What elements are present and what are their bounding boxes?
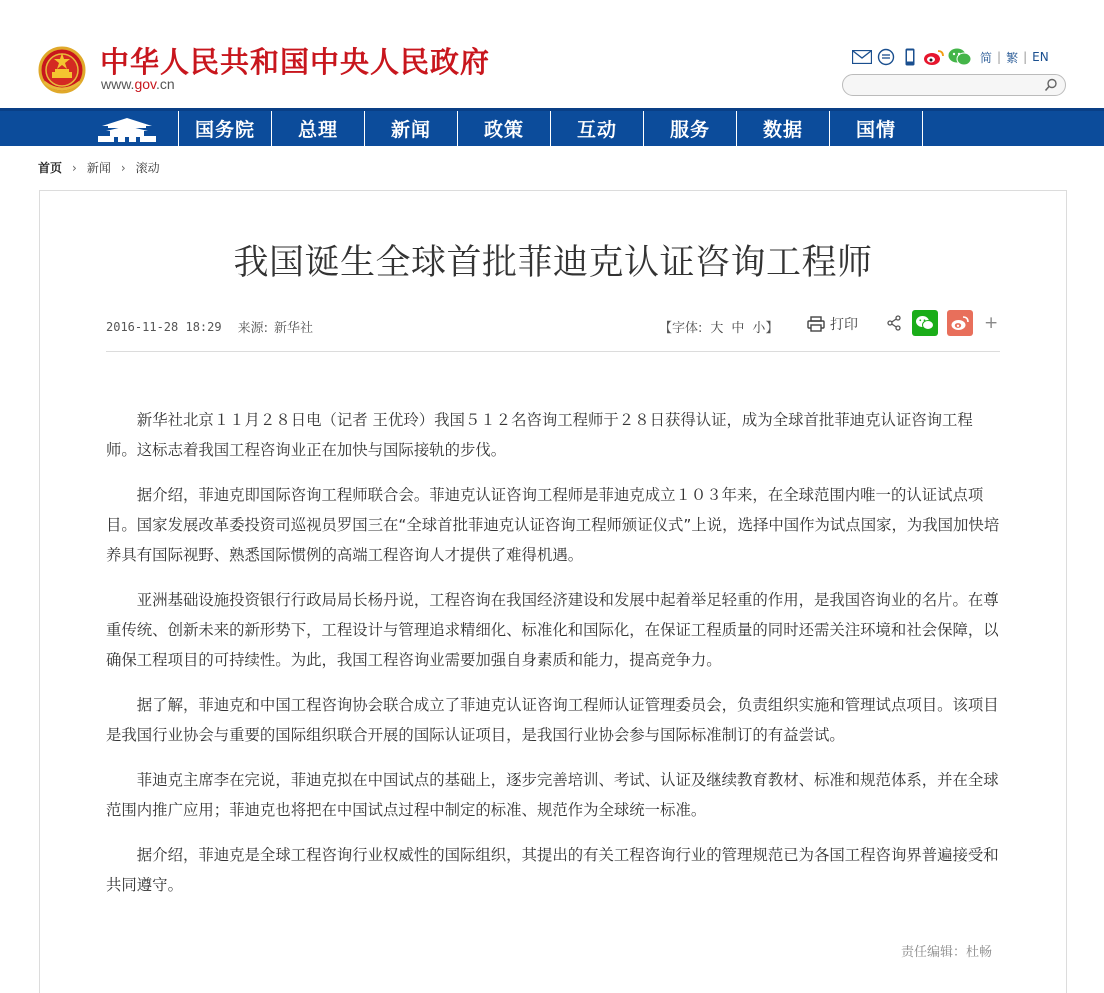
article-container (39, 190, 1067, 993)
publish-date: 2016-11-28 18:29 (106, 319, 222, 334)
url-prefix: www. (101, 76, 135, 92)
font-size-label: 【字体: (659, 321, 703, 336)
nav-item-services[interactable]: 服务 (644, 111, 737, 146)
site-url[interactable] (101, 76, 175, 92)
article-paragraph: 据介绍，菲迪克是全球工程咨询行业权威性的国际组织，其提出的有关工程咨询行业的管理规范已为各国工程咨询界普遍接受和共同遵守。 (106, 846, 999, 894)
printer-icon (807, 316, 825, 332)
mail-icon[interactable] (851, 47, 873, 67)
breadcrumb (38, 159, 160, 176)
search-input[interactable] (853, 77, 1033, 93)
url-suffix: .cn (156, 76, 175, 92)
weibo-share-icon[interactable] (947, 310, 973, 336)
nav-items (178, 111, 923, 146)
lang-separator: | (997, 50, 1002, 64)
breadcrumb-current[interactable]: 滚动 (135, 161, 160, 175)
share-bar (885, 310, 998, 336)
nav-item-state-council[interactable]: 国务院 (179, 111, 272, 146)
source-name: 新华社 (273, 321, 313, 336)
nav-item-premier[interactable]: 总理 (272, 111, 365, 146)
national-emblem-icon[interactable] (38, 44, 86, 94)
article-meta (106, 317, 313, 336)
article-body (106, 405, 1000, 915)
breadcrumb-news[interactable]: 新闻 (86, 161, 111, 175)
search-icon[interactable] (1043, 78, 1059, 92)
print-label: 打印 (830, 317, 858, 333)
meta-divider (106, 351, 1000, 352)
search-box (842, 74, 1066, 96)
nav-item-policy[interactable]: 政策 (458, 111, 551, 146)
wechat-icon[interactable] (947, 47, 973, 67)
article-title: 我国诞生全球首批菲迪克认证咨询工程师 (233, 243, 873, 283)
main-nav (0, 108, 1104, 146)
message-icon[interactable] (875, 47, 897, 67)
article-paragraph: 新华社北京１１月２８日电（记者 王优玲）我国５１２名咨询工程师于２８日获得认证，成为全球首批菲迪克认证咨询工程师。这标志着我国工程咨询业正在加快与国际接轨的步伐。 (106, 411, 973, 459)
article-paragraph: 据介绍，菲迪克即国际咨询工程师联合会。菲迪克认证咨询工程师是菲迪克成立１０３年来，在全球范围内唯一的认证试点项目。国家发展改革委投资司巡视员罗国三在“全球首批菲迪克认证咨询工程师颁证仪式”上说，选择中国作为试点国家，为我国加快培养具有国际视野、熟悉国际惯例的高端工程咨询人才提供了难得机遇。 (106, 486, 1000, 564)
nav-item-national-info[interactable]: 国情 (830, 111, 923, 146)
font-size-bracket: 】 (765, 321, 779, 336)
site-title[interactable]: 中华人民共和国中央人民政府 (100, 45, 491, 79)
lang-traditional[interactable]: 繁 (1006, 50, 1019, 65)
weibo-icon[interactable] (923, 47, 945, 67)
font-large-button[interactable]: 大 (710, 321, 724, 336)
tiananmen-home-icon[interactable] (96, 114, 158, 144)
share-icon[interactable] (885, 310, 903, 336)
header-toolbar (851, 46, 1054, 68)
wechat-share-icon[interactable] (912, 310, 938, 336)
lang-english[interactable]: EN (1032, 50, 1049, 64)
lang-separator: | (1023, 50, 1028, 64)
font-small-button[interactable]: 小 (752, 321, 766, 336)
font-medium-button[interactable]: 中 (731, 321, 745, 336)
article-paragraph: 菲迪克主席李在完说，菲迪克拟在中国试点的基础上，逐步完善培训、考试、认证及继续教育教材、标准和规范体系，并在全球范围内推广应用；菲迪克也将把在中国试点过程中制定的标准、规范作为全球统一标准。 (106, 771, 999, 819)
site-header (0, 0, 1104, 108)
url-gov: gov (134, 76, 156, 92)
more-share-button[interactable]: + (984, 313, 999, 333)
nav-item-interaction[interactable]: 互动 (551, 111, 644, 146)
mobile-icon[interactable] (899, 47, 921, 67)
font-size-controls (659, 317, 778, 336)
article-paragraph: 亚洲基础设施投资银行行政局局长杨丹说，工程咨询在我国经济建设和发展中起着举足轻重的作用，是我国咨询业的名片。在尊重传统、创新未来的新形势下，工程设计与管理追求精细化、标准化和国际化，在保证工程质量的同时还需关注环境和社会保障，以确保工程项目的可持续性。为此，我国工程咨询业需要加强自身素质和能力，提高竞争力。 (106, 591, 999, 669)
source-label: 来源: (237, 321, 268, 336)
lang-simplified[interactable]: 简 (980, 50, 993, 65)
breadcrumb-home[interactable]: 首页 (38, 161, 63, 175)
responsible-editor: 责任编辑：杜畅 (901, 945, 993, 960)
chevron-right-icon: › (120, 160, 126, 175)
nav-item-news[interactable]: 新闻 (365, 111, 458, 146)
print-button[interactable] (807, 314, 858, 334)
nav-item-data[interactable]: 数据 (737, 111, 830, 146)
article-paragraph: 据了解，菲迪克和中国工程咨询协会联合成立了菲迪克认证咨询工程师认证管理委员会，负责组织实施和管理试点项目。该项目是我国行业协会与重要的国际组织联合开展的国际认证项目，是我国行业协会参与国际标准制订的有益尝试。 (106, 696, 999, 744)
chevron-right-icon: › (72, 160, 77, 175)
